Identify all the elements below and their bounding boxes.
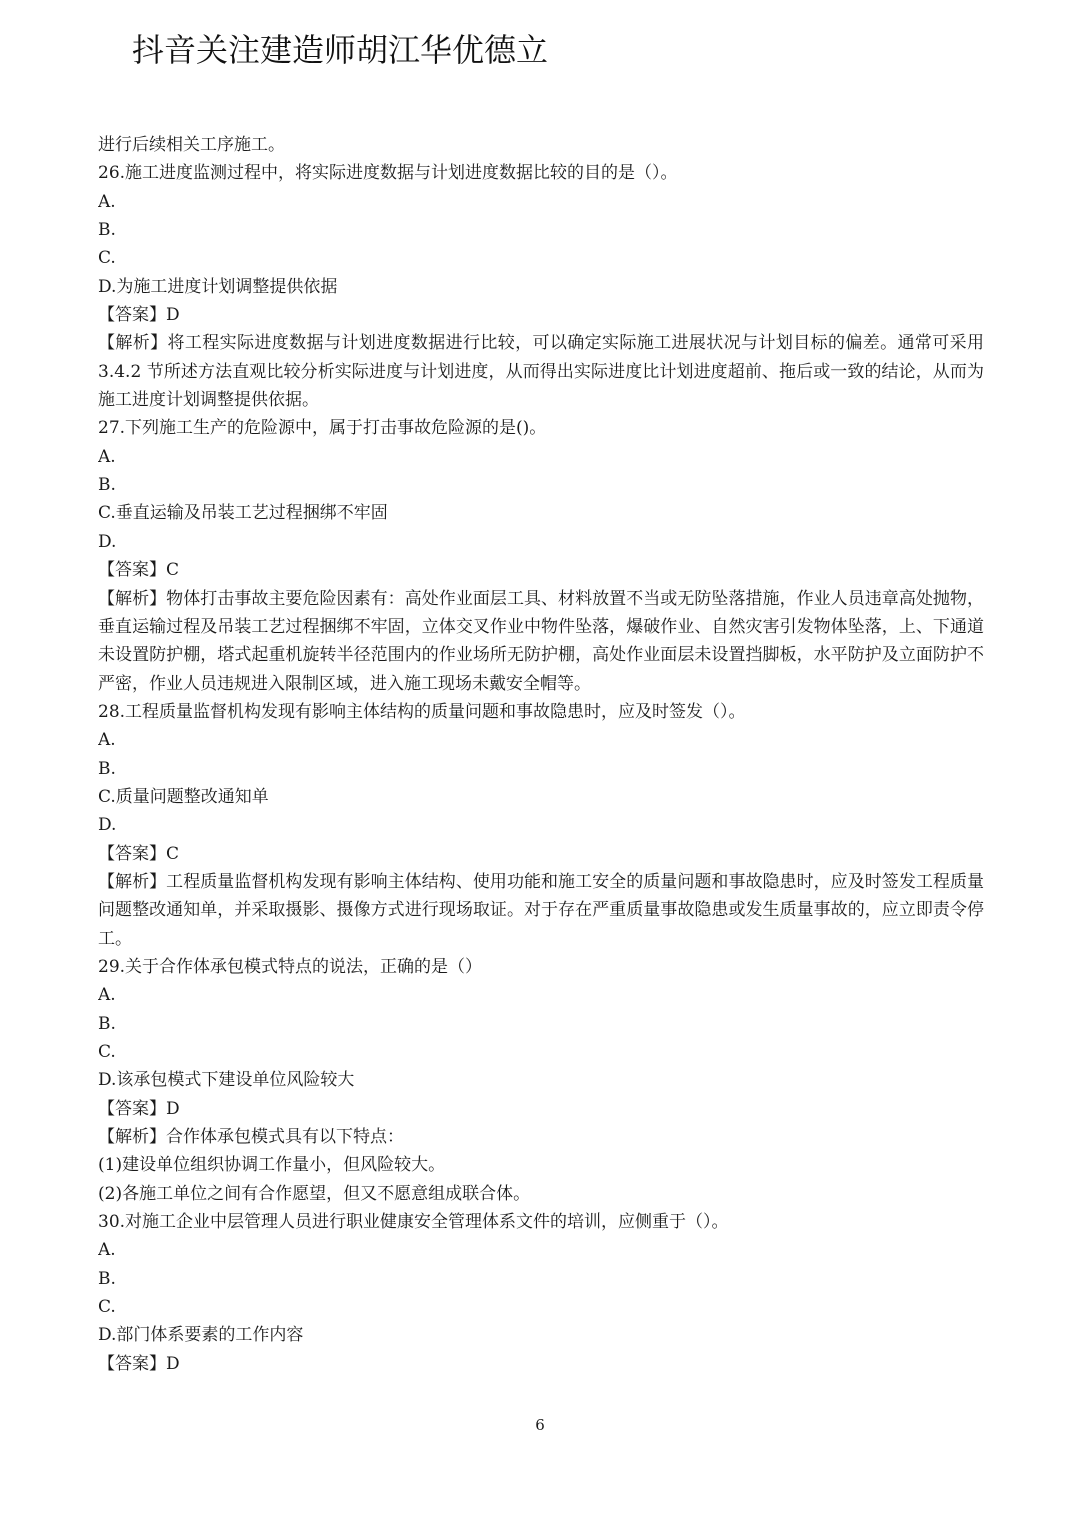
option-b: B.	[98, 1013, 116, 1034]
page-header-title: 抖音关注建造师胡江华优德立	[132, 31, 549, 69]
option-a: A.	[98, 446, 116, 467]
option-b: B.	[98, 1268, 116, 1289]
answer-line: 【答案】D	[98, 305, 180, 326]
option-d: D.	[98, 531, 117, 552]
option-c: C.	[98, 1297, 116, 1318]
option-b: B.	[98, 758, 116, 779]
option-d: D.部门体系要素的工作内容	[98, 1325, 304, 1346]
analysis-point: (1)建设单位组织协调工作量小，但风险较大。	[98, 1155, 446, 1176]
answer-line: 【答案】C	[98, 843, 180, 864]
question-26: 26.施工进度监测过程中，将实际进度数据与计划进度数据比较的目的是（）。	[98, 163, 678, 184]
option-d: D.为施工进度计划调整提供依据	[98, 276, 338, 297]
analysis-paragraph: 【解析】物体打击事故主要危险因素有：高处作业面层工具、材料放置不当或无防坠落措施，作业人员违章高处抛物，垂直运输过程及吊装工艺过程捆绑不牢固，立体交叉作业中物件坠落，爆破作业、自然灾害引发物体坠落，上、下通道未设置防护棚，塔式起重机旋转半径范围内的作业场所无防护棚，高处作业面层未设置挡脚板，水平防护及立面防护不严密，作业人员违规进入限制区域，进入施工现场未戴安全帽等。	[98, 588, 984, 694]
analysis-paragraph: 【解析】将工程实际进度数据与计划进度数据进行比较，可以确定实际施工进展状况与计划目标的偏差。通常可采用 3.4.2 节所述方法直观比较分析实际进度与计划进度，从而得出实际进度比计划进度超前、拖后或一致的结论，从而为施工进度计划调整提供依据。	[98, 333, 984, 411]
answer-line: 【答案】C	[98, 560, 180, 581]
answer-line: 【答案】D	[98, 1353, 180, 1374]
option-d: D.该承包模式下建设单位风险较大	[98, 1070, 355, 1091]
question-27: 27.下列施工生产的危险源中，属于打击事故危险源的是()。	[98, 418, 547, 439]
analysis-point: (2)各施工单位之间有合作愿望，但又不愿意组成联合体。	[98, 1183, 531, 1204]
option-b: B.	[98, 220, 116, 241]
option-c: C.质量问题整改通知单	[98, 786, 269, 807]
option-d: D.	[98, 815, 117, 836]
page-number: 6	[535, 1416, 545, 1434]
option-b: B.	[98, 475, 116, 496]
option-c: C.	[98, 1042, 116, 1062]
text-line: 进行后续相关工序施工。	[98, 135, 285, 155]
analysis-line: 【解析】合作体承包模式具有以下特点：	[98, 1127, 404, 1148]
answer-line: 【答案】D	[98, 1098, 180, 1119]
option-a: A.	[98, 1240, 116, 1261]
option-a: A.	[98, 730, 116, 751]
option-c: C.垂直运输及吊装工艺过程捆绑不牢固	[98, 503, 388, 524]
question-28: 28.工程质量监督机构发现有影响主体结构的质量问题和事故隐患时，应及时签发（）。	[98, 701, 746, 722]
analysis-paragraph: 【解析】工程质量监督机构发现有影响主体结构、使用功能和施工安全的质量问题和事故隐患时，应及时签发工程质量问题整改通知单，并采取摄影、摄像方式进行现场取证。对于存在严重质量事故隐患或发生质量事故的，应立即责令停工。	[98, 871, 984, 949]
option-a: A.	[98, 985, 116, 1006]
option-c: C.	[98, 248, 116, 269]
question-29: 29.关于合作体承包模式特点的说法，正确的是（）	[98, 956, 483, 977]
document-body	[98, 131, 984, 1378]
question-30: 30.对施工企业中层管理人员进行职业健康安全管理体系文件的培训，应侧重于（）。	[98, 1212, 729, 1233]
option-a: A.	[98, 191, 116, 212]
